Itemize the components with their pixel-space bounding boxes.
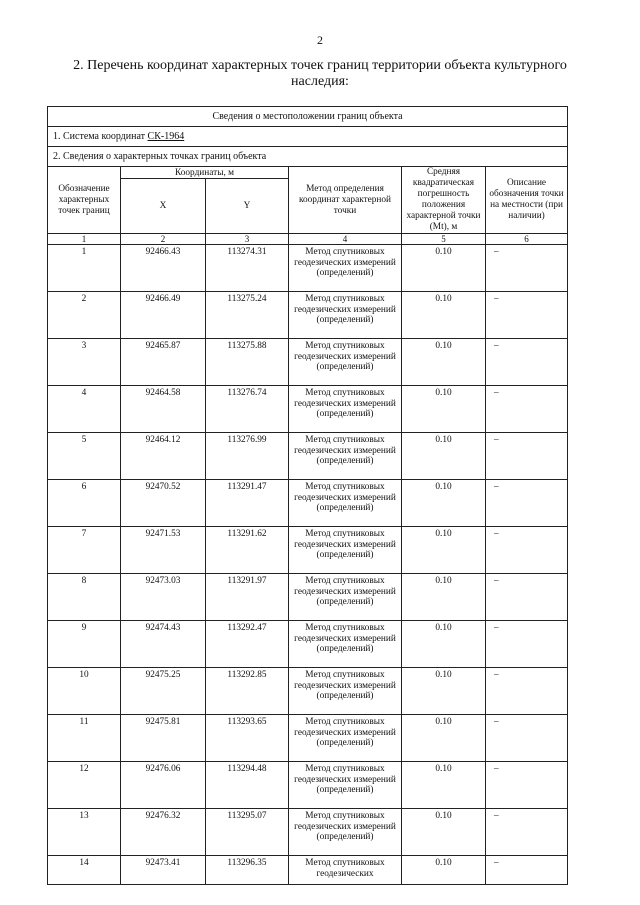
x-value: 92476.06 xyxy=(121,762,206,809)
point-number: 6 xyxy=(48,480,121,527)
col-header-coords: Координаты, м xyxy=(121,167,289,179)
error-value: 0.10 xyxy=(402,292,486,339)
desc-value: – xyxy=(486,245,568,292)
y-value: 113291.62 xyxy=(206,527,289,574)
desc-value: – xyxy=(486,762,568,809)
method-value: Метод спутниковых геодезических измерений (определений) xyxy=(289,339,402,386)
table-row xyxy=(48,527,568,574)
y-value: 113294.48 xyxy=(206,762,289,809)
method-value: Метод спутниковых геодезических измерений (определений) xyxy=(289,574,402,621)
error-value: 0.10 xyxy=(402,386,486,433)
point-number: 7 xyxy=(48,527,121,574)
point-number: 3 xyxy=(48,339,121,386)
point-number: 1 xyxy=(48,245,121,292)
table-row xyxy=(48,574,568,621)
point-number: 4 xyxy=(48,386,121,433)
col-header-y: Y xyxy=(206,179,289,234)
method-value: Метод спутниковых геодезических измерений (определений) xyxy=(289,762,402,809)
error-value: 0.10 xyxy=(402,527,486,574)
desc-value: – xyxy=(486,433,568,480)
col-header-method: Метод определения координат характерной точки xyxy=(289,167,402,234)
x-value: 92470.52 xyxy=(121,480,206,527)
desc-value: – xyxy=(486,527,568,574)
point-number: 13 xyxy=(48,809,121,856)
page-number: 2 xyxy=(317,33,323,47)
x-value: 92465.87 xyxy=(121,339,206,386)
method-value xyxy=(289,856,402,885)
desc-value: – xyxy=(486,386,568,433)
y-value: 113291.47 xyxy=(206,480,289,527)
x-value: 92473.03 xyxy=(121,574,206,621)
point-number: 8 xyxy=(48,574,121,621)
error-value: 0.10 xyxy=(402,574,486,621)
y-value: 113274.31 xyxy=(206,245,289,292)
y-value: 113295.07 xyxy=(206,809,289,856)
x-value: 92464.58 xyxy=(121,386,206,433)
col-header-x: X xyxy=(121,179,206,234)
column-number-row xyxy=(48,234,568,245)
error-value: 0.10 xyxy=(402,715,486,762)
point-number: 10 xyxy=(48,668,121,715)
error-value: 0.10 xyxy=(402,809,486,856)
method-value-text: Метод спутниковых геодезических xyxy=(305,858,385,879)
desc-value: – xyxy=(486,339,568,386)
error-value: 0.10 xyxy=(402,621,486,668)
coord-system-label: 1. Система координат xyxy=(53,131,148,142)
x-value: 92464.12 xyxy=(121,433,206,480)
col-header-point: Обозначение характерных точек границ xyxy=(48,167,121,234)
x-value: 92475.81 xyxy=(121,715,206,762)
y-value: 113293.65 xyxy=(206,715,289,762)
y-value: 113291.97 xyxy=(206,574,289,621)
method-value: Метод спутниковых геодезических измерений (определений) xyxy=(289,480,402,527)
point-number: 12 xyxy=(48,762,121,809)
error-value: 0.10 xyxy=(402,668,486,715)
method-value: Метод спутниковых геодезических измерений (определений) xyxy=(289,433,402,480)
x-value: 92466.49 xyxy=(121,292,206,339)
table-row xyxy=(48,433,568,480)
table-row xyxy=(48,245,568,292)
desc-value: – xyxy=(486,809,568,856)
points-section-header: 2. Сведения о характерных точках границ объекта xyxy=(48,147,568,167)
page-title: 2. Перечень координат характерных точек границ территории объекта культурного наследия: xyxy=(73,58,567,89)
method-value: Метод спутниковых геодезических измерений (определений) xyxy=(289,809,402,856)
column-number: 4 xyxy=(289,234,402,245)
method-value: Метод спутниковых геодезических измерений (определений) xyxy=(289,715,402,762)
method-value: Метод спутниковых геодезических измерений (определений) xyxy=(289,292,402,339)
col-header-error: Средняя квадратическая погрешность положения характерной точки (Mt), м xyxy=(402,167,486,234)
table-row xyxy=(48,762,568,809)
column-number: 6 xyxy=(486,234,568,245)
x-value: 92466.43 xyxy=(121,245,206,292)
x-value: 92473.41 xyxy=(121,856,206,885)
method-value: Метод спутниковых геодезических измерений (определений) xyxy=(289,668,402,715)
x-value: 92474.43 xyxy=(121,621,206,668)
coord-system-value: СК-1964 xyxy=(147,131,185,142)
table-row xyxy=(48,339,568,386)
table-row xyxy=(48,668,568,715)
x-value: 92471.53 xyxy=(121,527,206,574)
column-number: 1 xyxy=(48,234,121,245)
column-number: 3 xyxy=(206,234,289,245)
desc-value: – xyxy=(486,574,568,621)
y-value: 113276.99 xyxy=(206,433,289,480)
error-value: 0.10 xyxy=(402,480,486,527)
point-number: 5 xyxy=(48,433,121,480)
error-value: 0.10 xyxy=(402,433,486,480)
column-number: 2 xyxy=(121,234,206,245)
error-value: 0.10 xyxy=(402,339,486,386)
y-value: 113275.88 xyxy=(206,339,289,386)
point-number: 11 xyxy=(48,715,121,762)
y-value: 113275.24 xyxy=(206,292,289,339)
error-value: 0.10 xyxy=(402,856,486,885)
method-value: Метод спутниковых геодезических измерений (определений) xyxy=(289,245,402,292)
x-value: 92476.32 xyxy=(121,809,206,856)
y-value: 113276.74 xyxy=(206,386,289,433)
table-row xyxy=(48,621,568,668)
col-header-desc: Описание обозначения точки на местности (при наличии) xyxy=(486,167,568,234)
desc-value: – xyxy=(486,856,568,885)
table-row xyxy=(48,386,568,433)
desc-value: – xyxy=(486,292,568,339)
point-number: 9 xyxy=(48,621,121,668)
x-value: 92475.25 xyxy=(121,668,206,715)
desc-value: – xyxy=(486,480,568,527)
y-value: 113292.47 xyxy=(206,621,289,668)
error-value: 0.10 xyxy=(402,245,486,292)
coordinates-table xyxy=(47,106,568,885)
point-number: 14 xyxy=(48,856,121,885)
table-row xyxy=(48,480,568,527)
point-number: 2 xyxy=(48,292,121,339)
desc-value: – xyxy=(486,715,568,762)
desc-value: – xyxy=(486,621,568,668)
method-value: Метод спутниковых геодезических измерений (определений) xyxy=(289,386,402,433)
table-main-header: Сведения о местоположении границ объекта xyxy=(48,107,568,127)
method-value: Метод спутниковых геодезических измерений (определений) xyxy=(289,527,402,574)
column-number: 5 xyxy=(402,234,486,245)
table-row xyxy=(48,809,568,856)
table-row xyxy=(48,856,568,885)
table-row xyxy=(48,292,568,339)
table-row xyxy=(48,715,568,762)
error-value: 0.10 xyxy=(402,762,486,809)
y-value: 113292.85 xyxy=(206,668,289,715)
y-value: 113296.35 xyxy=(206,856,289,885)
method-value: Метод спутниковых геодезических измерений (определений) xyxy=(289,621,402,668)
desc-value: – xyxy=(486,668,568,715)
coord-system-row xyxy=(48,127,568,147)
